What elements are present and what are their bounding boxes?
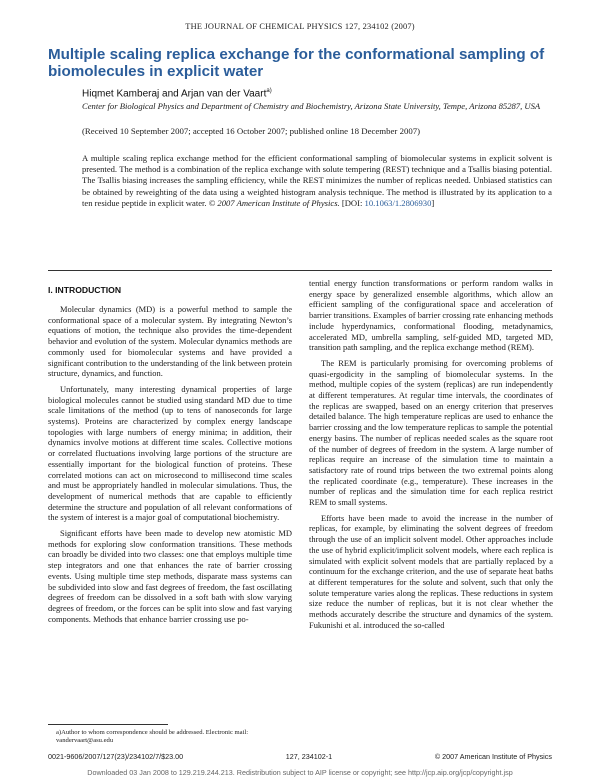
footer-left: 0021-9606/2007/127(23)/234102/7/$23.00 [48, 752, 184, 761]
abstract-text: A multiple scaling replica exchange method for the efficient conformational sampling of biomolecular systems in explicit solvent is presented. The method is a combination of the replica exchange with solute tempering (REST) technique and a Tsallis biasing potential. The Tsallis biasing increases the sampling efficiency, while the REST minimizes the number of replicas needed. Unbiased statistics can be obtained by reweighting of the data using a weighted histogram analysis technique. The method is illustrated by its application to a ten residue peptide in explicit water. [82, 153, 552, 208]
page-footer [48, 752, 552, 761]
doi-link[interactable]: 10.1063/1.2806930 [364, 197, 432, 208]
paragraph: Efforts have been made to avoid the increase in the number of replicas, for example, by eliminating the solvent degrees of freedom through the use of an implicit solvent model. Other approaches include the use of hybrid explicit/implicit solvent models, where each replica is simulated with explicit solvent models that are partially replaced by a continuum for the exchange criterion, and the use of separate heat baths at different temperatures for the solute and solvent, such that only the solute temperature varies along the replicas. These reductions in system size reduce the number of replicas, but it is not clear whether the methods accurately describe the structure and dynamics of the system. Fukunishi et al. introduced the so-called [309, 512, 553, 630]
footer-center: 127, 234102-1 [285, 752, 333, 761]
author-line [82, 88, 272, 99]
left-column [48, 304, 292, 624]
doi-suffix: ] [431, 197, 435, 208]
author-names: Hiqmet Kamberaj and Arjan van der Vaart [82, 88, 267, 100]
paragraph: Unfortunately, many interesting dynamical properties of large biological molecules cannot be studied using standard MD due to time scale limitations of the method (up to tens of nanoseconds for large systems). Proteins are characterized by complex energy landscape topologies with large numbers of energy minima; in addition, their dynamics involve motions at different time scales. Collective motions or correlated fluctuations involving large portions of the structure are essentially important for the biological function of proteins. These correlated motions can act on microsecond to millisecond time scales and must be appropriately handled in molecular simulations. Thus, the development of numerical methods that are capable to efficiently determine the structure and population of all relevant conformations of the system of interest is a major goal of computational biochemistry. [48, 383, 292, 523]
download-notice: Downloaded 03 Jan 2008 to 129.219.244.213. Redistribution subject to AIP license or copyright; see http://jcp.aip.org/jcp/copyright.jsp [87, 768, 513, 777]
footer-right: © 2007 American Institute of Physics [434, 752, 552, 761]
paragraph: Molecular dynamics (MD) is a powerful method to sample the conformational space of a molecular system. By integrating Newton’s equations of motion, the technique also provides the time-dependent behavior and evolution of the system. Molecular dynamics methods are commonly used for biomolecular systems and have provided a significant contribution to the understanding of the link between protein structure, dynamics, and function. [48, 304, 292, 379]
paragraph: tential energy function transformations or perform random walks in energy space by generalized ensemble algorithms, which allow an efficient sampling of the configurational space and acceleration of barrier transitions. Examples of barrier crossing rate enhancing methods include hyperdynamics, conformational flooding, metadynamics, accelerated MD, umbrella sampling, self-guided MD, targeted MD, transition path sampling, and the replica exchange method (REM). [309, 278, 553, 353]
paragraph: Significant efforts have been made to develop new atomistic MD methods for exploring slow conformation transitions. These methods can broadly be divided into two classes: one that employs multiple time step integrators and one that enhances the rate of barrier crossing events. Using multiple time step methods, disparate mass systems can be subdivided into slow and fast degrees of freedom, the fast oscillating degrees of freedom can be dissolved in a soft bath with slow varying degrees of freedom, or the forces can be split into slow and fast varying components. Methods that enhance barrier crossing use po- [48, 528, 292, 624]
abstract [82, 153, 552, 209]
affiliation: Center for Biological Physics and Department of Chemistry and Biochemistry, Arizona State University, Tempe, Arizona 85287, USA [82, 101, 541, 111]
received-dates: (Received 10 September 2007; accepted 16 October 2007; published online 18 December 2007) [82, 126, 421, 136]
paragraph: The REM is particularly promising for overcoming problems of quasi-ergodicity in the sampling of biomolecular systems. In the method, multiple copies of the system (replicas) are run independently at different temperatures. At regular time intervals, the coordinates of the replicas are swapped, based on an energy criterion that preserves detailed balance. The high temperature replicas are used to enhance the barrier crossing and the low temperature replicas to sample the potential energy basins. The number of replicas needed scales as the square root of the number of degrees of freedom in the system. A large number of replicas require an increase of the simulation time to maintain a satisfactory rate of round trips between the two extremal points along the replicated coordinate (e.g., temperature). These increases in the number of replicas and the simulation time for each replica restrict REM to small systems. [309, 357, 553, 508]
footnote: a)Author to whom correspondence should be addressed. Electronic mail: vandervaart@asu.edu [56, 729, 249, 744]
footnote-divider [48, 724, 168, 725]
right-column [309, 278, 553, 631]
abstract-divider [48, 270, 552, 271]
running-head: THE JOURNAL OF CHEMICAL PHYSICS 127, 234102 (2007) [185, 22, 415, 31]
doi-prefix: [DOI: [341, 197, 365, 208]
paper-title: Multiple scaling replica exchange for the conformational sampling of biomolecules in explicit water [48, 46, 545, 80]
abstract-copyright: © 2007 American Institute of Physics. [208, 197, 340, 208]
section-heading: I. INTRODUCTION [48, 285, 122, 295]
author-footnote-mark[interactable]: a) [266, 88, 272, 94]
